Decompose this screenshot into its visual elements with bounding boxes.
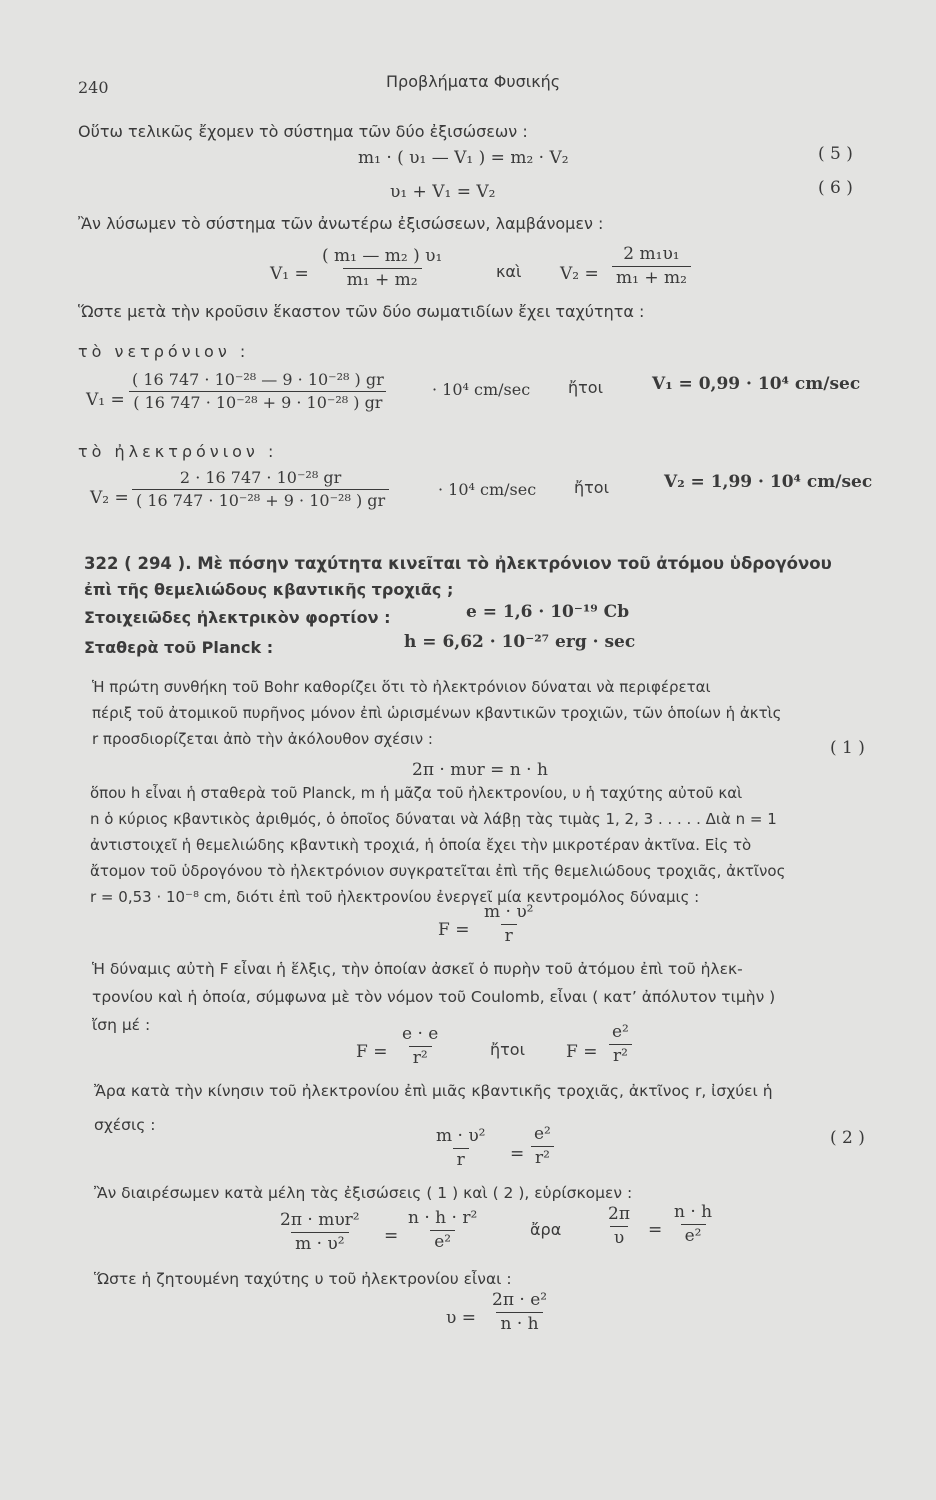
coulomb-hetoi: ἤτοι <box>490 1040 525 1059</box>
division-denominator4: e² <box>681 1224 706 1246</box>
para4-line2: σχέσις : <box>94 1116 156 1134</box>
eq2-fraction-right <box>530 1126 555 1168</box>
division-equals1: = <box>384 1226 399 1246</box>
division-numerator2: n · h · r² <box>408 1208 478 1228</box>
centripetal-numerator: m · υ² <box>484 902 534 922</box>
para2-line1: ὅπου h εἶναι ἡ σταθερὰ τοῦ Planck, m ἡ μᾶζα τοῦ ἠλεκτρονίου, υ ἡ ταχύτης αὐτοῦ καὶ <box>90 784 743 802</box>
para1-line3: r προσδιορίζεται ἀπὸ τὴν ἀκόλουθον σχέσιν : <box>92 730 433 748</box>
centripetal-denominator: r <box>501 924 517 946</box>
final-fraction <box>488 1292 551 1334</box>
neutron-label: τὸ νετρόνιον : <box>78 342 250 361</box>
coulomb-lhs2: F = <box>566 1042 598 1062</box>
division-numerator3: 2π <box>608 1204 630 1224</box>
eq2-denominator-right: r² <box>531 1146 554 1168</box>
para2-line2: n ὁ κύριος κβαντικὸς ἀριθμός, ὁ ὁποῖος δύναται νὰ λάβῃ τὰς τιμὰς 1, 2, 3 . . . . . Διὰ n = 1 <box>90 810 777 828</box>
neutron-hetoi: ἤτοι <box>568 378 603 397</box>
electron-factor: · 10⁴ cm/sec <box>438 480 537 499</box>
solve-intro: Ἂν λύσωμεν τὸ σύστημα τῶν ἀνωτέρω ἐξισώσεων, λαμβάνομεν : <box>78 214 604 233</box>
division-fraction4 <box>670 1204 716 1246</box>
coulomb-numerator1: e · e <box>402 1024 439 1044</box>
equation-5-tag: ( 5 ) <box>818 144 853 164</box>
para3-line3: ἴση μέ : <box>92 1016 151 1034</box>
intro-text: Οὕτω τελικῶς ἔχομεν τὸ σύστημα τῶν δύο ἐξισώσεων : <box>78 122 528 141</box>
eq2-denominator-left: r <box>453 1148 469 1170</box>
coulomb-denominator2: r² <box>609 1044 632 1066</box>
v1-fraction <box>318 248 446 290</box>
equation-1: 2π · mυr = n · h <box>412 760 548 780</box>
para2-line3: ἀντιστοιχεῖ ἡ θεμελιώδης κβαντικὴ τροχιά, ἡ ὁποία ἔχει τὴν μικροτέραν ἀκτῖνα. Εἰς τὸ <box>90 836 752 854</box>
v1-numerator: ( m₁ — m₂ ) υ₁ <box>322 246 443 266</box>
equation-6-tag: ( 6 ) <box>818 178 853 198</box>
division-fraction1 <box>276 1212 364 1254</box>
neutron-factor: · 10⁴ cm/sec <box>432 380 531 399</box>
coulomb-numerator2: e² <box>612 1022 629 1042</box>
division-fraction2 <box>404 1210 481 1252</box>
division-denominator1: m · υ² <box>291 1232 348 1254</box>
eq2-numerator-left: m · υ² <box>436 1126 486 1146</box>
eq2-fraction-left <box>432 1128 489 1170</box>
final-lhs: υ = <box>446 1308 476 1328</box>
division-equals2: = <box>648 1220 663 1240</box>
v2-denominator: m₁ + m₂ <box>612 266 691 288</box>
para3-line1: Ἡ δύναμις αὐτὴ F εἶναι ἡ ἕλξις, τὴν ὁποίαν ἀσκεῖ ὁ πυρὴν τοῦ ἀτόμου ἐπὶ τοῦ ἠλεκ- <box>92 960 743 978</box>
page-number: 240 <box>78 78 109 97</box>
problem-heading-line1: 322 ( 294 ). Μὲ πόσην ταχύτητα κινεῖται τὸ ἠλεκτρόνιον τοῦ ἀτόμου ὑδρογόνου <box>84 554 832 573</box>
para5: Ἂν διαιρέσωμεν κατὰ μέλη τὰς ἐξισώσεις ( 1 ) καὶ ( 2 ), εὑρίσκομεν : <box>94 1184 633 1202</box>
electron-fraction <box>132 470 389 510</box>
collision-intro: Ὥστε μετὰ τὴν κροῦσιν ἕκαστον τῶν δύο σωματιδίων ἔχει ταχύτητα : <box>78 302 645 321</box>
centripetal-lhs: F = <box>438 920 470 940</box>
division-denominator2: e² <box>430 1230 455 1252</box>
neutron-result: V₁ = 0,99 · 10⁴ cm/sec <box>652 374 861 394</box>
division-denominator3: υ <box>610 1226 628 1248</box>
electron-result: V₂ = 1,99 · 10⁴ cm/sec <box>664 472 873 492</box>
division-numerator4: n · h <box>674 1202 713 1222</box>
electron-lhs: V₂ = <box>90 488 129 508</box>
planck-value: h = 6,62 · 10⁻²⁷ erg · sec <box>404 632 636 652</box>
final-denominator: n · h <box>496 1312 542 1334</box>
para4-line1: Ἄρα κατὰ τὴν κίνησιν τοῦ ἠλεκτρονίου ἐπὶ μιᾶς κβαντικῆς τροχιᾶς, ἀκτῖνος r, ἰσχύει ἡ <box>94 1082 773 1100</box>
planck-label: Σταθερὰ τοῦ Planck : <box>84 638 274 657</box>
electron-denominator: ( 16 747 · 10⁻²⁸ + 9 · 10⁻²⁸ ) gr <box>132 489 389 510</box>
electron-label: τὸ ἠλεκτρόνιον : <box>78 442 278 461</box>
electron-numerator: 2 · 16 747 · 10⁻²⁸ gr <box>179 468 342 487</box>
eq2-equals: = <box>510 1144 525 1164</box>
running-title: Προβλήματα Φυσικής <box>386 72 561 91</box>
equation-5: m₁ · ( υ₁ — V₁ ) = m₂ · V₂ <box>358 148 569 168</box>
equation-2-tag: ( 2 ) <box>830 1128 865 1148</box>
neutron-denominator: ( 16 747 · 10⁻²⁸ + 9 · 10⁻²⁸ ) gr <box>129 391 386 412</box>
charge-value: e = 1,6 · 10⁻¹⁹ Cb <box>466 602 630 622</box>
v2-fraction <box>612 246 691 288</box>
coulomb-fraction2 <box>608 1024 633 1066</box>
charge-label: Στοιχειῶδες ἠλεκτρικὸν φορτίον : <box>84 608 391 627</box>
coulomb-fraction1 <box>398 1026 442 1068</box>
division-fraction3 <box>604 1206 634 1248</box>
para1-line1: Ἡ πρώτη συνθήκη τοῦ Bohr καθορίζει ὅτι τὸ ἠλεκτρόνιον δύναται νὰ περιφέρεται <box>92 678 711 696</box>
v1-denominator: m₁ + m₂ <box>343 268 422 290</box>
para3-line2: τρονίου καὶ ἡ ὁποία, σύμφωνα μὲ τὸν νόμον τοῦ Coulomb, εἶναι ( κατ’ ἀπόλυτον τιμὴν ) <box>92 988 776 1006</box>
division-ara: ἄρα <box>530 1220 562 1239</box>
electron-hetoi: ἤτοι <box>574 478 609 497</box>
neutron-numerator: ( 16 747 · 10⁻²⁸ — 9 · 10⁻²⁸ ) gr <box>132 370 384 389</box>
problem-heading-line2: ἐπὶ τῆς θεμελιώδους κβαντικῆς τροχιᾶς ; <box>84 580 454 599</box>
centripetal-fraction <box>480 904 537 946</box>
v1-lhs: V₁ = <box>270 264 309 284</box>
eq2-numerator-right: e² <box>534 1124 551 1144</box>
para1-line2: πέριξ τοῦ ἀτομικοῦ πυρῆνος μόνον ἐπὶ ὡρισμένων κβαντικῶν τροχιῶν, τῶν ὁποίων ἡ ἀκτὶς <box>92 704 782 722</box>
neutron-fraction <box>128 372 388 412</box>
equation-6: υ₁ + V₁ = V₂ <box>390 182 496 202</box>
v2-numerator: 2 m₁υ₁ <box>623 244 680 264</box>
and-word: καὶ <box>496 262 522 281</box>
neutron-lhs: V₁ = <box>86 390 125 410</box>
para2-line5: r = 0,53 · 10⁻⁸ cm, διότι ἐπὶ τοῦ ἠλεκτρονίου ἐνεργεῖ μία κεντρομόλος δύναμις : <box>90 888 700 906</box>
coulomb-lhs1: F = <box>356 1042 388 1062</box>
equation-1-tag: ( 1 ) <box>830 738 865 758</box>
v2-lhs: V₂ = <box>560 264 599 284</box>
para6: Ὥστε ἡ ζητουμένη ταχύτης υ τοῦ ἠλεκτρονίου εἶναι : <box>94 1270 512 1288</box>
coulomb-denominator1: r² <box>409 1046 432 1068</box>
para2-line4: ἄτομον τοῦ ὑδρογόνου τὸ ἠλεκτρόνιον συγκρατεῖται ἐπὶ τῆς θεμελιώδους τροχιᾶς, ἀκτῖνος <box>90 862 786 880</box>
final-numerator: 2π · e² <box>492 1290 548 1310</box>
division-numerator1: 2π · mυr² <box>280 1210 360 1230</box>
